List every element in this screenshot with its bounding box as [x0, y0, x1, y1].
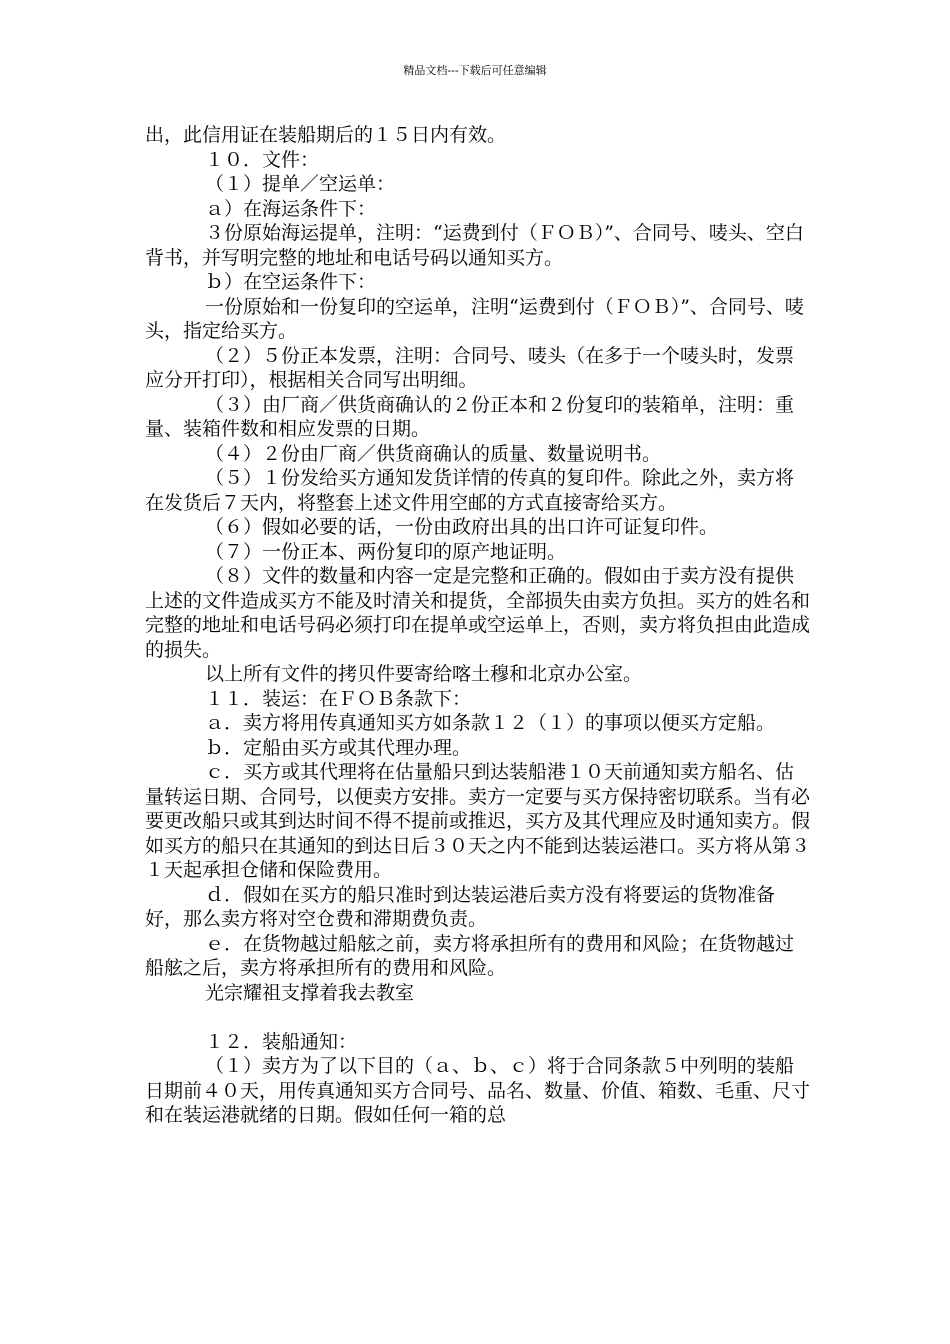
blank-line [145, 1005, 810, 1030]
paragraph: 以上所有文件的拷贝件要寄给喀土穆和北京办公室。 [205, 663, 643, 685]
paragraph: ａ．卖方将用传真通知买方如条款１２（１）的事项以便买方定船。 [205, 712, 776, 734]
paragraph: （６）假如必要的话，一份由政府出具的出口许可证复印件。 [205, 516, 719, 538]
page-header: 精品文档---下载后可任意编辑 [403, 64, 547, 77]
paragraph: （２）５份正本发票，注明：合同号、唛头（在多于一个唛头时，发票应分开打印），根据相关合同写出明细。 [145, 344, 795, 391]
paragraph: （１）提单／空运单： [205, 173, 396, 195]
paragraph: ｅ．在货物越过船舷之前，卖方将承担所有的费用和风险；在货物越过船舷之后，卖方将承担所有的费用和风险。 [145, 932, 795, 979]
paragraph: １２．装船通知： [205, 1030, 358, 1053]
paragraph: （４）２份由厂商／供货商确认的质量、数量说明书。 [205, 442, 662, 465]
paragraph: ｂ）在空运条件下： [205, 271, 377, 293]
paragraph: ｃ．买方或其代理将在估量船只到达装船港１０天前通知卖方船名、估量转运日期、合同号，以便卖方安排。卖方一定要与买方保持密切联系。当有必要更改船只或其到达时间不得不提前或推迟，买方及其代理应及时通知卖方。假如买方的船只在其通知的到达日后３０天之内不能到达装运港口。买方将从第３１天起承担仓储和保险费用。 [145, 761, 811, 881]
paragraph: ｂ．定船由买方或其代理办理。 [205, 736, 472, 759]
paragraph: ３份原始海运提单，注明：“运费到付（ＦＯＢ）”、合同号、唛头、空白背书，并写明完整的地址和电话号码以通知买方。 [145, 222, 804, 269]
paragraph: １０．文件： [205, 148, 320, 171]
paragraph: 一份原始和一份复印的空运单，注明“运费到付（ＦＯＢ）”、合同号、唛头，指定给买方。 [145, 295, 804, 342]
paragraph: ａ）在海运条件下： [205, 197, 377, 220]
paragraph: （８）文件的数量和内容一定是完整和正确的。假如由于卖方没有提供上述的文件造成买方不能及时清关和提货，全部损失由卖方负担。买方的姓名和完整的地址和电话号码必须打印在提单或空运单上，否则，卖方将负担由此造成的损失。 [145, 565, 811, 661]
paragraph: 出，此信用证在装船期后的１５日内有效。 [145, 124, 507, 146]
paragraph: （７）一份正本、两份复印的原产地证明。 [205, 540, 567, 563]
paragraph: （３）由厂商／供货商确认的２份正本和２份复印的装箱单，注明：重量、装箱件数和相应发票的日期。 [145, 393, 795, 440]
paragraph: （５）１份发给买方通知发货详情的传真的复印件。除此之外，卖方将在发货后７天内，将整套上述文件用空邮的方式直接寄给买方。 [145, 467, 795, 514]
document-body [145, 123, 810, 1128]
paragraph: 光宗耀祖支撑着我去教室 [205, 981, 415, 1004]
paragraph: （１）卖方为了以下目的（ａ、ｂ、ｃ）将于合同条款５中列明的装船日期前４０天，用传真通知买方合同号、品名、数量、价值、箱数、毛重、尺寸和在装运港就绪的日期。假如任何一箱的总 [145, 1055, 811, 1126]
paragraph: １１．装运：在ＦＯＢ条款下： [205, 687, 472, 710]
paragraph: ｄ．假如在买方的船只准时到达装运港后卖方没有将要运的货物准备好，那么卖方将对空仓费和滞期费负责。 [145, 883, 776, 930]
